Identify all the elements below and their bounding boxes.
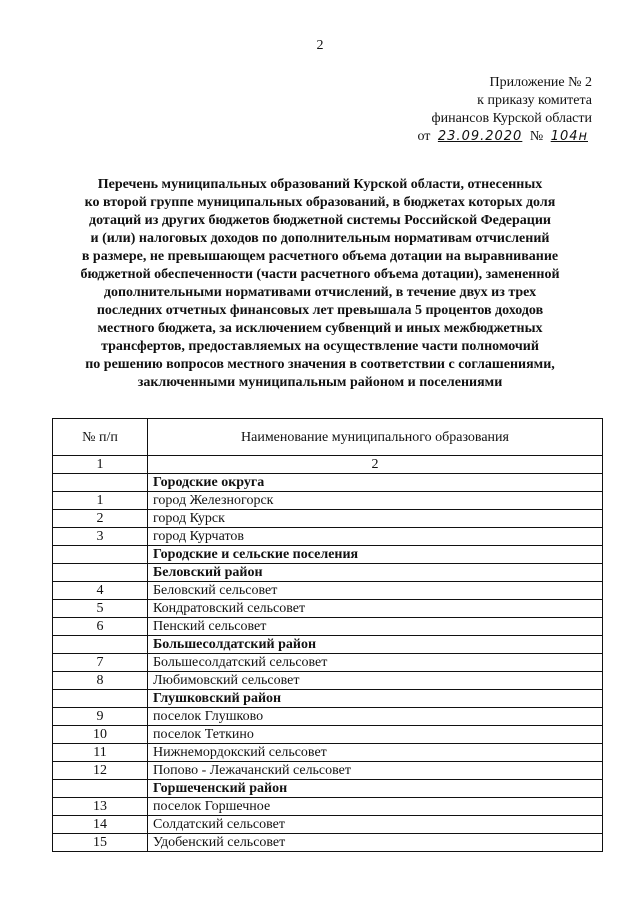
table-row <box>53 492 603 510</box>
municipality-name-cell: Беловский сельсовет <box>148 582 603 600</box>
appendix-line: финансов Курской области <box>431 111 592 126</box>
row-number-cell: 9 <box>53 708 148 726</box>
table-row <box>53 690 603 708</box>
municipalities-table <box>52 418 603 852</box>
table-row <box>53 618 603 636</box>
table-row <box>53 582 603 600</box>
column-numbers-row <box>53 456 603 474</box>
group-heading-cell: Городские и сельские поселения <box>148 546 603 564</box>
row-number-cell: 1 <box>53 492 148 510</box>
number-prefix: № <box>529 129 544 144</box>
title-line: заключенными муниципальным районом и поселениями <box>137 375 503 390</box>
row-number-cell <box>53 690 148 708</box>
title-line: местного бюджета, за исключением субвенций и иных межбюджетных <box>97 321 543 336</box>
row-number-cell <box>53 474 148 492</box>
municipality-name-cell: город Курск <box>148 510 603 528</box>
column-number-cell: 2 <box>148 456 603 474</box>
document-title <box>40 176 600 392</box>
row-number-cell: 14 <box>53 816 148 834</box>
row-number-cell <box>53 780 148 798</box>
title-line: по решению вопросов местного значения в соответствии с соглашениями, <box>85 357 555 372</box>
table-row <box>53 708 603 726</box>
order-date: 23.09.2020 <box>437 129 523 144</box>
table-header-row <box>53 419 603 456</box>
group-heading-cell: Горшеченский район <box>148 780 603 798</box>
group-heading-cell: Глушковский район <box>148 690 603 708</box>
municipality-name-cell: Нижнемордокский сельсовет <box>148 744 603 762</box>
table-row <box>53 636 603 654</box>
municipality-name-cell: город Курчатов <box>148 528 603 546</box>
table-row <box>53 762 603 780</box>
row-number-cell: 15 <box>53 834 148 852</box>
municipality-name-cell: город Железногорск <box>148 492 603 510</box>
table-row <box>53 546 603 564</box>
order-number: 104н <box>550 129 588 144</box>
row-number-cell <box>53 546 148 564</box>
title-line: трансфертов, предоставляемых на осуществление части полномочий <box>101 339 539 354</box>
row-number-cell: 12 <box>53 762 148 780</box>
row-number-cell <box>53 636 148 654</box>
row-number-cell <box>53 564 148 582</box>
table-row <box>53 744 603 762</box>
row-number-cell: 10 <box>53 726 148 744</box>
table-row <box>53 834 603 852</box>
title-line: Перечень муниципальных образований Курской области, отнесенных <box>97 177 543 192</box>
group-heading-cell: Городские округа <box>148 474 603 492</box>
group-heading-cell: Беловский район <box>148 564 603 582</box>
title-line: дополнительными нормативами отчислений, в течение двух из трех <box>103 285 537 300</box>
municipality-name-cell: Любимовский сельсовет <box>148 672 603 690</box>
table-row <box>53 798 603 816</box>
table-row <box>53 564 603 582</box>
municipality-name-cell: поселок Теткино <box>148 726 603 744</box>
table-row <box>53 474 603 492</box>
column-header-number: № п/п <box>53 419 148 456</box>
column-number-cell: 1 <box>53 456 148 474</box>
table-row <box>53 816 603 834</box>
appendix-line: к приказу комитета <box>477 93 592 108</box>
row-number-cell: 3 <box>53 528 148 546</box>
title-line: последних отчетных финансовых лет превышала 5 процентов доходов <box>96 303 544 318</box>
title-line: и (или) налоговых доходов по дополнительным нормативам отчислений <box>90 231 550 246</box>
title-line: в размере, не превышающем расчетного объема дотации на выравнивание <box>81 249 559 264</box>
municipality-name-cell: Пенский сельсовет <box>148 618 603 636</box>
page-number: 2 <box>316 38 324 53</box>
row-number-cell: 6 <box>53 618 148 636</box>
date-prefix: от <box>417 129 431 144</box>
title-line: бюджетной обеспеченности (части расчетного объема дотации), замененной <box>80 267 560 282</box>
table-row <box>53 528 603 546</box>
group-heading-cell: Большесолдатский район <box>148 636 603 654</box>
appendix-date-line <box>417 128 592 146</box>
municipality-name-cell: поселок Горшечное <box>148 798 603 816</box>
municipality-name-cell: Удобенский сельсовет <box>148 834 603 852</box>
appendix-block <box>417 74 592 146</box>
municipality-name-cell: Попово - Лежачанский сельсовет <box>148 762 603 780</box>
municipality-name-cell: Кондратовский сельсовет <box>148 600 603 618</box>
row-number-cell: 13 <box>53 798 148 816</box>
municipality-name-cell: поселок Глушково <box>148 708 603 726</box>
table-row <box>53 600 603 618</box>
municipality-name-cell: Солдатский сельсовет <box>148 816 603 834</box>
row-number-cell: 11 <box>53 744 148 762</box>
table-row <box>53 780 603 798</box>
appendix-line: Приложение № 2 <box>489 75 592 90</box>
column-header-name: Наименование муниципального образования <box>148 419 603 456</box>
row-number-cell: 5 <box>53 600 148 618</box>
table-row <box>53 726 603 744</box>
title-line: дотаций из других бюджетов бюджетной системы Российской Федерации <box>89 213 551 228</box>
row-number-cell: 8 <box>53 672 148 690</box>
municipality-name-cell: Большесолдатский сельсовет <box>148 654 603 672</box>
table-row <box>53 510 603 528</box>
row-number-cell: 2 <box>53 510 148 528</box>
table-row <box>53 672 603 690</box>
table-row <box>53 654 603 672</box>
title-line: ко второй группе муниципальных образований, в бюджетах которых доля <box>84 195 556 210</box>
row-number-cell: 7 <box>53 654 148 672</box>
row-number-cell: 4 <box>53 582 148 600</box>
